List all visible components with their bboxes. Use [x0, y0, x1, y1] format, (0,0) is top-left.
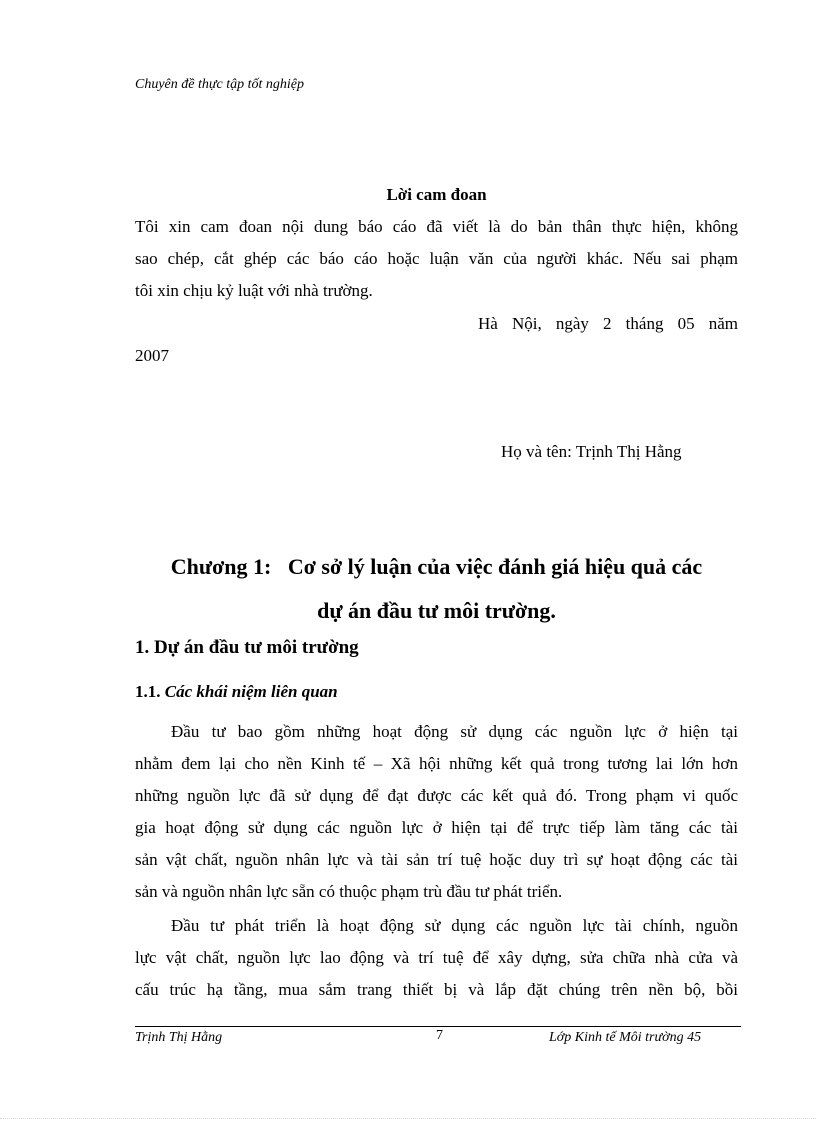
section-heading: 1. Dự án đầu tư môi trường — [135, 637, 359, 658]
footer-class: Lớp Kinh tế Môi trường 45 — [549, 1030, 702, 1045]
paragraph-line: sản vật chất, nguồn nhân lực và tài sản trí tuệ hoặc duy trì sự hoạt động các tài — [135, 850, 738, 869]
subsection-title: Các khái niệm liên quan — [164, 682, 338, 701]
declaration-body — [135, 211, 738, 307]
paragraph-line: Đầu tư bao gồm những hoạt động sử dụng các nguồn lực ở hiện tại — [171, 722, 738, 741]
paragraph-line: cấu trúc hạ tầng, mua sắm trang thiết bị và lắp đặt chúng trên nền bộ, bồi — [135, 980, 738, 999]
paragraph-investment — [135, 716, 738, 908]
paragraph-development-investment — [135, 910, 738, 1006]
page-number: 7 — [436, 1028, 443, 1043]
footer-divider — [135, 1026, 741, 1027]
paragraph-line: những nguồn lực đã sử dụng để đạt được các kết quả đó. Trong phạm vi quốc — [135, 786, 738, 805]
declaration-line: tôi xin chịu kỷ luật với nhà trường. — [135, 281, 373, 300]
signer-name: Họ và tên: Trịnh Thị Hằng — [501, 442, 682, 461]
declaration-year: 2007 — [135, 346, 169, 365]
paragraph-line: Đầu tư phát triển là hoạt động sử dụng các nguồn lực tài chính, nguồn — [171, 916, 738, 935]
declaration-date: Hà Nội, ngày 2 tháng 05 năm — [478, 314, 738, 333]
chapter-title-line: dự án đầu tư môi trường. — [317, 598, 556, 623]
declaration-line: Tôi xin cam đoan nội dung báo cáo đã viết là do bản thân thực hiện, không — [135, 217, 738, 236]
subsection-number: 1.1. — [135, 682, 161, 701]
footer-author: Trịnh Thị Hằng — [135, 1030, 223, 1045]
paragraph-line: nhằm đem lại cho nền Kinh tế – Xã hội những kết quả trong tương lai lớn hơn — [135, 754, 738, 773]
declaration-title: Lời cam đoan — [386, 185, 487, 204]
paragraph-line: gia hoạt động sử dụng các nguồn lực ở hiện tại để trực tiếp làm tăng các tài — [135, 818, 738, 837]
declaration-line: sao chép, cắt ghép các báo cáo hoặc luận văn của người khác. Nếu sai phạm — [135, 249, 738, 268]
chapter-title-line: Chương 1: Cơ sở lý luận của việc đánh giá hiệu quả các — [170, 554, 703, 579]
paragraph-line: lực vật chất, nguồn lực lao động và trí tuệ để xây dựng, sửa chữa nhà cửa và — [135, 948, 738, 967]
paragraph-line: sản và nguồn nhân lực sẵn có thuộc phạm trù đầu tư phát triển. — [135, 882, 563, 901]
running-header: Chuyên đề thực tập tốt nghiệp — [135, 77, 304, 92]
subsection-heading — [135, 682, 338, 702]
page-edge — [0, 1118, 816, 1119]
chapter-title — [135, 545, 738, 633]
